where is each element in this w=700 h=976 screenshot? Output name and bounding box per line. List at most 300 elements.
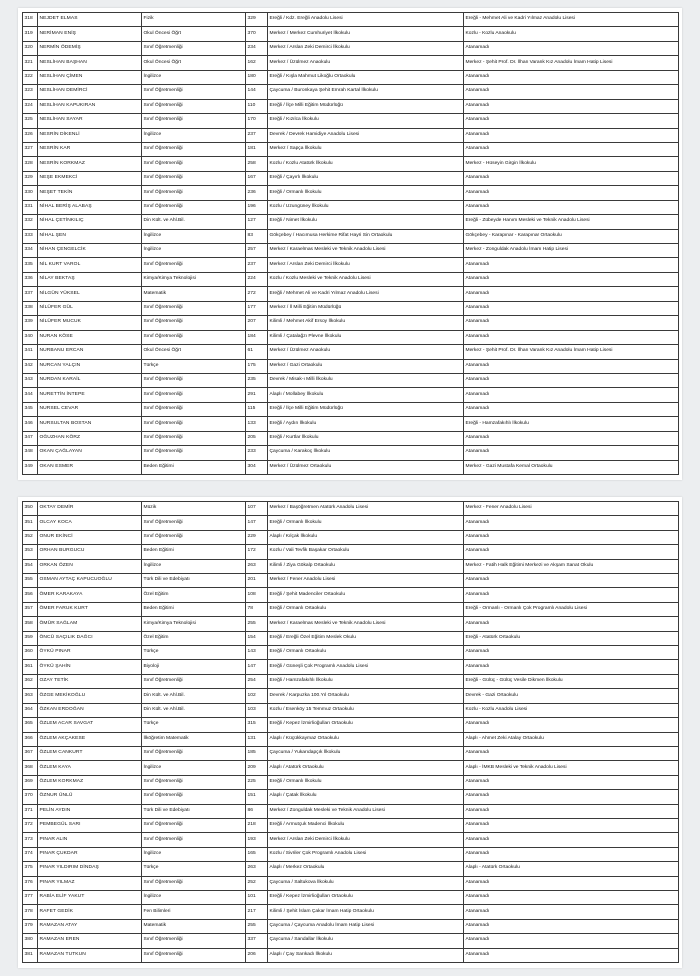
assigned-school-cell: Atanamadı bbox=[464, 574, 679, 588]
row-number-cell: 378 bbox=[23, 905, 38, 919]
branch-cell: Müzik bbox=[142, 502, 246, 516]
branch-cell: Türkçe bbox=[142, 359, 246, 373]
name-cell: NESRİN DİKENLİ bbox=[38, 128, 142, 142]
assigned-school-cell: Kozlu - Kozlu Anadolu Lisesi bbox=[464, 703, 679, 717]
assigned-school-cell: Merkez - Şehit Prof. Dr. İlhan Varank Kız Anadolu İmam Hatip Lisesi bbox=[464, 345, 679, 359]
branch-cell: Sınıf Öğretmenliği bbox=[142, 674, 246, 688]
table-row bbox=[23, 890, 679, 904]
assigned-school-cell: Atanamadı bbox=[464, 746, 679, 760]
current-school-cell: Devrek / Devrek Hamidiye Anadolu Lisesi bbox=[268, 128, 464, 142]
current-school-cell: Gökçebey / Hacımusa Herkime Rifat Hayri Sin Ortaokulu bbox=[268, 229, 464, 243]
score-cell: 78 bbox=[246, 602, 268, 616]
branch-cell: İngilizce bbox=[142, 890, 246, 904]
branch-cell: Özel Eğitim bbox=[142, 588, 246, 602]
assigned-school-cell: Atanamadı bbox=[464, 833, 679, 847]
assigned-school-cell: Kozlu - Kozlu Anaokulu bbox=[464, 27, 679, 41]
assigned-school-cell: Atanamadı bbox=[464, 646, 679, 660]
current-school-cell: Kilimli / Şehit İslam Çakar İmam Hatip Ortaokulu bbox=[268, 905, 464, 919]
score-cell: 224 bbox=[246, 272, 268, 286]
current-school-cell: Çaycuma / Buronkaya Şehit Emrah Kartal İlkokulu bbox=[268, 85, 464, 99]
current-school-cell: Kozlu / Esenköy 15 Temmuz Ortaokulu bbox=[268, 703, 464, 717]
current-school-cell: Ereğli / Ereğli Özel Eğitim Meslek Okulu bbox=[268, 631, 464, 645]
assigned-school-cell: Alaplı - İMKB Mesleki ve Teknik Anadolu Lisesi bbox=[464, 761, 679, 775]
branch-cell: Sınıf Öğretmenliği bbox=[142, 200, 246, 214]
row-number-cell: 329 bbox=[23, 171, 38, 185]
branch-cell: Sınıf Öğretmenliği bbox=[142, 876, 246, 890]
branch-cell: Sınıf Öğretmenliği bbox=[142, 530, 246, 544]
table-row bbox=[23, 186, 679, 200]
name-cell: OSMAN AYTAÇ KAPUCUOĞLU bbox=[38, 574, 142, 588]
current-school-cell: Kozlu / Kozlu Mesleki ve Teknik Anadolu Lisesi bbox=[268, 272, 464, 286]
row-number-cell: 375 bbox=[23, 862, 38, 876]
row-number-cell: 335 bbox=[23, 258, 38, 272]
name-cell: PINAR YILDIRIM DİNDAŞ bbox=[38, 862, 142, 876]
current-school-cell: Ereğli / Nimet İlkokulu bbox=[268, 215, 464, 229]
name-cell: NESLİHAN DEMİRCİ bbox=[38, 85, 142, 99]
name-cell: RAMAZAN TUTKUN bbox=[38, 948, 142, 962]
row-number-cell: 364 bbox=[23, 703, 38, 717]
current-school-cell: Ereğli / Ormanlı İlkokulu bbox=[268, 516, 464, 530]
branch-cell: Din Kült. ve Ahl.Bil. bbox=[142, 689, 246, 703]
row-number-cell: 340 bbox=[23, 330, 38, 344]
branch-cell: Sınıf Öğretmenliği bbox=[142, 186, 246, 200]
row-number-cell: 346 bbox=[23, 417, 38, 431]
row-number-cell: 338 bbox=[23, 301, 38, 315]
current-school-cell: Kozlu / Sivriler Çok Programlı Anadolu Lisesi bbox=[268, 847, 464, 861]
branch-cell: Sınıf Öğretmenliği bbox=[142, 114, 246, 128]
score-cell: 175 bbox=[246, 359, 268, 373]
row-number-cell: 374 bbox=[23, 847, 38, 861]
table-row bbox=[23, 746, 679, 760]
score-cell: 170 bbox=[246, 114, 268, 128]
branch-cell: İngilizce bbox=[142, 229, 246, 243]
score-cell: 291 bbox=[246, 388, 268, 402]
row-number-cell: 363 bbox=[23, 689, 38, 703]
document-page-2 bbox=[18, 497, 682, 968]
current-school-cell: Çaycuma / Sandallar İlkokulu bbox=[268, 934, 464, 948]
table-row bbox=[23, 919, 679, 933]
branch-cell: Fizik bbox=[142, 13, 246, 27]
current-school-cell: Çaycuma / Yukarıdapçık İlkokulu bbox=[268, 746, 464, 760]
score-cell: 193 bbox=[246, 833, 268, 847]
current-school-cell: Alaplı / Küçükkaymaz Ortaokulu bbox=[268, 732, 464, 746]
branch-cell: Sınıf Öğretmenliği bbox=[142, 833, 246, 847]
row-number-cell: 372 bbox=[23, 818, 38, 832]
assigned-school-cell: Atanamadı bbox=[464, 287, 679, 301]
row-number-cell: 358 bbox=[23, 617, 38, 631]
assigned-school-cell: Atanamadı bbox=[464, 330, 679, 344]
score-cell: 184 bbox=[246, 330, 268, 344]
score-cell: 235 bbox=[246, 373, 268, 387]
table-row bbox=[23, 417, 679, 431]
assigned-school-cell: Atanamadı bbox=[464, 948, 679, 962]
row-number-cell: 325 bbox=[23, 114, 38, 128]
table-row bbox=[23, 359, 679, 373]
table-row bbox=[23, 761, 679, 775]
name-cell: NERMİN ÖDEMİŞ bbox=[38, 41, 142, 55]
branch-cell: Sınıf Öğretmenliği bbox=[142, 258, 246, 272]
branch-cell: Sınıf Öğretmenliği bbox=[142, 790, 246, 804]
assigned-school-cell: Atanamadı bbox=[464, 775, 679, 789]
current-school-cell: Devrek / Misak-ı Milli İlkokulu bbox=[268, 373, 464, 387]
assigned-school-cell: Atanamadı bbox=[464, 272, 679, 286]
table-row bbox=[23, 13, 679, 27]
score-cell: 127 bbox=[246, 215, 268, 229]
score-cell: 196 bbox=[246, 200, 268, 214]
assigned-school-cell: Atanamadı bbox=[464, 934, 679, 948]
name-cell: NURSULTAN BOSTAN bbox=[38, 417, 142, 431]
score-cell: 147 bbox=[246, 660, 268, 674]
row-number-cell: 347 bbox=[23, 431, 38, 445]
score-cell: 263 bbox=[246, 559, 268, 573]
table-row bbox=[23, 530, 679, 544]
score-cell: 86 bbox=[246, 804, 268, 818]
name-cell: NİLÜFER MUCUK bbox=[38, 316, 142, 330]
score-cell: 201 bbox=[246, 574, 268, 588]
branch-cell: Türk Dili ve Edebiyatı bbox=[142, 574, 246, 588]
row-number-cell: 380 bbox=[23, 934, 38, 948]
table-row bbox=[23, 27, 679, 41]
current-school-cell: Ereğli / Ormanlı Ortaokulu bbox=[268, 646, 464, 660]
assigned-school-cell: Atanamadı bbox=[464, 171, 679, 185]
score-cell: 180 bbox=[246, 70, 268, 84]
score-cell: 206 bbox=[246, 948, 268, 962]
branch-cell: Beden Eğitimi bbox=[142, 602, 246, 616]
table-row bbox=[23, 775, 679, 789]
branch-cell: Din Kült. ve Ahl.Bil. bbox=[142, 703, 246, 717]
assigned-school-cell: Atanamadı bbox=[464, 85, 679, 99]
current-school-cell: Ereğli / Kışla Mahmut Likoğlu Ortaokulu bbox=[268, 70, 464, 84]
name-cell: NİLAY BEKTAŞ bbox=[38, 272, 142, 286]
assigned-school-cell: Merkez - Gazi Mustafa Kemal Ortaokulu bbox=[464, 460, 679, 474]
table-row bbox=[23, 171, 679, 185]
row-number-cell: 330 bbox=[23, 186, 38, 200]
score-cell: 209 bbox=[246, 761, 268, 775]
score-cell: 315 bbox=[246, 718, 268, 732]
assigned-school-cell: Atanamadı bbox=[464, 41, 679, 55]
row-number-cell: 368 bbox=[23, 761, 38, 775]
name-cell: NİHAN ÇENGELCİK bbox=[38, 244, 142, 258]
table-row bbox=[23, 847, 679, 861]
branch-cell: İlköğretim Matematik bbox=[142, 732, 246, 746]
branch-cell: Sınıf Öğretmenliği bbox=[142, 948, 246, 962]
current-school-cell: Ereğli / Aydın İlkokulu bbox=[268, 417, 464, 431]
table-body bbox=[23, 502, 679, 963]
assigned-school-cell: Atanamadı bbox=[464, 373, 679, 387]
score-cell: 108 bbox=[246, 588, 268, 602]
table-row bbox=[23, 617, 679, 631]
branch-cell: Sınıf Öğretmenliği bbox=[142, 516, 246, 530]
name-cell: NESLİHAN BAŞHAN bbox=[38, 56, 142, 70]
name-cell: RABİA ELİF YAKUT bbox=[38, 890, 142, 904]
score-cell: 254 bbox=[246, 674, 268, 688]
table-row bbox=[23, 502, 679, 516]
table-row bbox=[23, 818, 679, 832]
current-school-cell: Alaplı / Çatak İlkokulu bbox=[268, 790, 464, 804]
current-school-cell: Merkez / Arslan Zeki Demirci İlkokulu bbox=[268, 258, 464, 272]
current-school-cell: Alaplı / Çay Sarıkadı İlkokulu bbox=[268, 948, 464, 962]
row-number-cell: 360 bbox=[23, 646, 38, 660]
assigned-school-cell: Atanamadı bbox=[464, 545, 679, 559]
current-school-cell: Ereğli / Çayırlı İlkokulu bbox=[268, 171, 464, 185]
name-cell: NESRİN KAR bbox=[38, 142, 142, 156]
row-number-cell: 381 bbox=[23, 948, 38, 962]
assigned-school-cell: Atanamadı bbox=[464, 588, 679, 602]
assigned-school-cell: Atanamadı bbox=[464, 876, 679, 890]
name-cell: NİLÜFER GÜL bbox=[38, 301, 142, 315]
current-school-cell: Kozlu / Kozlu Atatürk İlkokulu bbox=[268, 157, 464, 171]
row-number-cell: 348 bbox=[23, 446, 38, 460]
table-row bbox=[23, 718, 679, 732]
assigned-school-cell: Atanamadı bbox=[464, 446, 679, 460]
score-cell: 234 bbox=[246, 41, 268, 55]
row-number-cell: 321 bbox=[23, 56, 38, 70]
current-school-cell: Ereğli / Ormanlı İlkokulu bbox=[268, 775, 464, 789]
row-number-cell: 349 bbox=[23, 460, 38, 474]
branch-cell: Türkçe bbox=[142, 646, 246, 660]
assigned-school-cell: Atanamadı bbox=[464, 431, 679, 445]
row-number-cell: 369 bbox=[23, 775, 38, 789]
document-page-1 bbox=[18, 8, 682, 480]
name-cell: ÖMER FARUK KURT bbox=[38, 602, 142, 616]
row-number-cell: 373 bbox=[23, 833, 38, 847]
assigned-school-cell: Gökçebey - Karapınar - Karapınar Ortaokulu bbox=[464, 229, 679, 243]
assigned-school-cell: Atanamadı bbox=[464, 516, 679, 530]
score-cell: 61 bbox=[246, 345, 268, 359]
row-number-cell: 332 bbox=[23, 215, 38, 229]
table-row bbox=[23, 229, 679, 243]
name-cell: NURSEL CEVAR bbox=[38, 402, 142, 416]
table-row bbox=[23, 157, 679, 171]
assigned-school-cell: Ereğli - Zübeyde Hanım Mesleki ve Teknik Anadolu Lisesi bbox=[464, 215, 679, 229]
table-row bbox=[23, 114, 679, 128]
assigned-school-cell: Alaplı - Ahmet Zeki Atalay Ortaokulu bbox=[464, 732, 679, 746]
table-row bbox=[23, 905, 679, 919]
score-cell: 218 bbox=[246, 818, 268, 832]
current-school-cell: Kilimli / Mehmet Akif Ersoy İlkokulu bbox=[268, 316, 464, 330]
score-cell: 255 bbox=[246, 919, 268, 933]
row-number-cell: 336 bbox=[23, 272, 38, 286]
name-cell: PEMBEGÜL SARI bbox=[38, 818, 142, 832]
score-cell: 144 bbox=[246, 85, 268, 99]
row-number-cell: 344 bbox=[23, 388, 38, 402]
row-number-cell: 379 bbox=[23, 919, 38, 933]
row-number-cell: 350 bbox=[23, 502, 38, 516]
score-cell: 207 bbox=[246, 316, 268, 330]
score-cell: 133 bbox=[246, 417, 268, 431]
row-number-cell: 351 bbox=[23, 516, 38, 530]
name-cell: NURDAN KARAİL bbox=[38, 373, 142, 387]
name-cell: PELİN AYDIN bbox=[38, 804, 142, 818]
branch-cell: Sınıf Öğretmenliği bbox=[142, 431, 246, 445]
score-cell: 107 bbox=[246, 502, 268, 516]
row-number-cell: 366 bbox=[23, 732, 38, 746]
branch-cell: Sınıf Öğretmenliği bbox=[142, 316, 246, 330]
score-cell: 102 bbox=[246, 689, 268, 703]
assigned-school-cell: Atanamadı bbox=[464, 301, 679, 315]
assigned-school-cell: Atanamadı bbox=[464, 114, 679, 128]
score-cell: 272 bbox=[246, 287, 268, 301]
table-row bbox=[23, 833, 679, 847]
current-school-cell: Ereğli / Mehmet Ali ve Kadri Yılmaz Anadolu Lisesi bbox=[268, 287, 464, 301]
name-cell: PINAR ALIN bbox=[38, 833, 142, 847]
score-cell: 257 bbox=[246, 244, 268, 258]
branch-cell: Sınıf Öğretmenliği bbox=[142, 171, 246, 185]
current-school-cell: Çaycuma / Saltukova İlkokulu bbox=[268, 876, 464, 890]
score-cell: 205 bbox=[246, 431, 268, 445]
row-number-cell: 371 bbox=[23, 804, 38, 818]
assigned-school-cell: Atanamadı bbox=[464, 905, 679, 919]
current-school-cell: Çaycuma / Çaycuma Anadolu İmam Hatip Lisesi bbox=[268, 919, 464, 933]
branch-cell: İngilizce bbox=[142, 244, 246, 258]
name-cell: ÖMÜR SAĞLAM bbox=[38, 617, 142, 631]
name-cell: ÖZLEM CANKURT bbox=[38, 746, 142, 760]
row-number-cell: 319 bbox=[23, 27, 38, 41]
name-cell: NİL KURT VAROL bbox=[38, 258, 142, 272]
row-number-cell: 322 bbox=[23, 70, 38, 84]
table-row bbox=[23, 272, 679, 286]
assigned-school-cell: Atanamadı bbox=[464, 660, 679, 674]
name-cell: NESRİN KORKMAZ bbox=[38, 157, 142, 171]
branch-cell: Türk Dili ve Edebiyatı bbox=[142, 804, 246, 818]
assigned-school-cell: Atanamadı bbox=[464, 359, 679, 373]
name-cell: ÖZGE MEKİKOĞLU bbox=[38, 689, 142, 703]
table-row bbox=[23, 934, 679, 948]
current-school-cell: Kilimli / Ziya Gökalp Ortaokulu bbox=[268, 559, 464, 573]
score-cell: 162 bbox=[246, 56, 268, 70]
score-cell: 237 bbox=[246, 258, 268, 272]
score-cell: 229 bbox=[246, 530, 268, 544]
name-cell: NURETTİN İNTEPE bbox=[38, 388, 142, 402]
score-cell: 252 bbox=[246, 876, 268, 890]
assigned-school-cell: Atanamadı bbox=[464, 530, 679, 544]
current-school-cell: Kozlu / Uzungüney İlkokulu bbox=[268, 200, 464, 214]
name-cell: NESLİHAN SAYAR bbox=[38, 114, 142, 128]
branch-cell: Kimya/Kimya Teknolojisi bbox=[142, 617, 246, 631]
branch-cell: Sınıf Öğretmenliği bbox=[142, 402, 246, 416]
current-school-cell: Ereğli / Güneşli Çok Programlı Anadolu Lisesi bbox=[268, 660, 464, 674]
branch-cell: Sınıf Öğretmenliği bbox=[142, 446, 246, 460]
assignment-table bbox=[22, 12, 679, 475]
row-number-cell: 352 bbox=[23, 530, 38, 544]
name-cell: NESLİHAN KAPUKIRAN bbox=[38, 99, 142, 113]
name-cell: NİLGÜN YÜKSEL bbox=[38, 287, 142, 301]
assigned-school-cell: Atanamadı bbox=[464, 186, 679, 200]
branch-cell: Fen Bilimleri bbox=[142, 905, 246, 919]
table-body bbox=[23, 13, 679, 475]
branch-cell: Türkçe bbox=[142, 718, 246, 732]
table-row bbox=[23, 402, 679, 416]
table-row bbox=[23, 862, 679, 876]
current-school-cell: Devrek / Karpuzka 100.Yıl Ortaokulu bbox=[268, 689, 464, 703]
name-cell: OKAN ESMER bbox=[38, 460, 142, 474]
current-school-cell: Merkez / İl Milli Eğitim Müdürlüğü bbox=[268, 301, 464, 315]
assigned-school-cell: Atanamadı bbox=[464, 890, 679, 904]
score-cell: 110 bbox=[246, 99, 268, 113]
branch-cell: Sınıf Öğretmenliği bbox=[142, 746, 246, 760]
row-number-cell: 362 bbox=[23, 674, 38, 688]
name-cell: RAMAZAN EREN bbox=[38, 934, 142, 948]
table-row bbox=[23, 460, 679, 474]
score-cell: 151 bbox=[246, 790, 268, 804]
branch-cell: Sınıf Öğretmenliği bbox=[142, 142, 246, 156]
name-cell: NURCAN YALÇIN bbox=[38, 359, 142, 373]
score-cell: 172 bbox=[246, 545, 268, 559]
name-cell: PINAR ÇUKDAR bbox=[38, 847, 142, 861]
current-school-cell: Kilimli / Çatalağzı Plevne İlkokulu bbox=[268, 330, 464, 344]
branch-cell: Biyoloji bbox=[142, 660, 246, 674]
branch-cell: İngilizce bbox=[142, 559, 246, 573]
current-school-cell: Ereğli / Kurtlar İlkokulu bbox=[268, 431, 464, 445]
name-cell: OKTAY DEMİR bbox=[38, 502, 142, 516]
assigned-school-cell: Merkez - Şehit Prof. Dr. İlhan Varank Kız Anadolu İmam Hatip Lisesi bbox=[464, 56, 679, 70]
assigned-school-cell: Merkez - Zonguldak Anadolu İmam Hatip Lisesi bbox=[464, 244, 679, 258]
table-row bbox=[23, 948, 679, 962]
table-row bbox=[23, 732, 679, 746]
table-row bbox=[23, 516, 679, 530]
assignment-table bbox=[22, 501, 679, 963]
table-row bbox=[23, 431, 679, 445]
table-row bbox=[23, 790, 679, 804]
row-number-cell: 367 bbox=[23, 746, 38, 760]
current-school-cell: Merkez / Üzülmez Anaokulu bbox=[268, 345, 464, 359]
table-row bbox=[23, 99, 679, 113]
name-cell: ÖYKÜ PINAR bbox=[38, 646, 142, 660]
branch-cell: Beden Eğitimi bbox=[142, 545, 246, 559]
score-cell: 237 bbox=[246, 128, 268, 142]
current-school-cell: Ereğli / Armutçuk Madenci İlkokulu bbox=[268, 818, 464, 832]
branch-cell: Matematik bbox=[142, 287, 246, 301]
current-school-cell: Ereğli / Kdz. Ereğli Anadolu Lisesi bbox=[268, 13, 464, 27]
assigned-school-cell: Alaplı - Atatürk Ortaokulu bbox=[464, 862, 679, 876]
table-row bbox=[23, 804, 679, 818]
assigned-school-cell: Atanamadı bbox=[464, 388, 679, 402]
row-number-cell: 377 bbox=[23, 890, 38, 904]
table-row bbox=[23, 545, 679, 559]
name-cell: NURBANU ERCAN bbox=[38, 345, 142, 359]
score-cell: 154 bbox=[246, 631, 268, 645]
branch-cell: Sınıf Öğretmenliği bbox=[142, 157, 246, 171]
assigned-school-cell: Atanamadı bbox=[464, 718, 679, 732]
table-row bbox=[23, 215, 679, 229]
name-cell: NESLİHAN ÇİMEN bbox=[38, 70, 142, 84]
current-school-cell: Merkez / Fener Anadolu Lisesi bbox=[268, 574, 464, 588]
table-row bbox=[23, 345, 679, 359]
branch-cell: Sınıf Öğretmenliği bbox=[142, 85, 246, 99]
assigned-school-cell: Atanamadı bbox=[464, 142, 679, 156]
row-number-cell: 333 bbox=[23, 229, 38, 243]
table-row bbox=[23, 287, 679, 301]
table-row bbox=[23, 674, 679, 688]
score-cell: 263 bbox=[246, 862, 268, 876]
branch-cell: Sınıf Öğretmenliği bbox=[142, 41, 246, 55]
branch-cell: Okul Öncesi Öğrt bbox=[142, 345, 246, 359]
row-number-cell: 345 bbox=[23, 402, 38, 416]
name-cell: OLCAY KOCA bbox=[38, 516, 142, 530]
table-row bbox=[23, 388, 679, 402]
name-cell: ONUR EKİNCİ bbox=[38, 530, 142, 544]
branch-cell: İngilizce bbox=[142, 70, 246, 84]
row-number-cell: 328 bbox=[23, 157, 38, 171]
branch-cell: Sınıf Öğretmenliği bbox=[142, 388, 246, 402]
score-cell: 103 bbox=[246, 703, 268, 717]
score-cell: 115 bbox=[246, 402, 268, 416]
current-school-cell: Alaplı / Atatürk Ortaokulu bbox=[268, 761, 464, 775]
table-row bbox=[23, 876, 679, 890]
table-row bbox=[23, 70, 679, 84]
branch-cell: Sınıf Öğretmenliği bbox=[142, 775, 246, 789]
score-cell: 304 bbox=[246, 460, 268, 474]
